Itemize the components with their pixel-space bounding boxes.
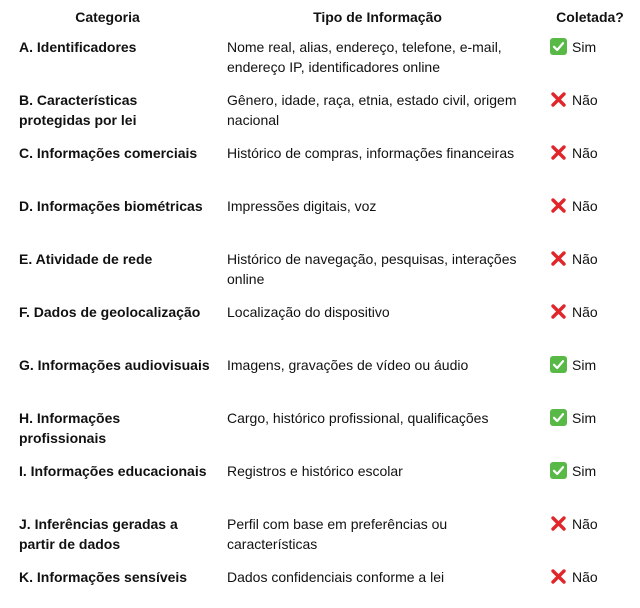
row-info-type: Imagens, gravações de vídeo ou áudio [227,357,469,373]
collected-label: Não [572,304,598,320]
row-category: I. Informações educacionais [19,463,207,479]
table-row [0,356,640,409]
check-mark-icon [550,462,567,479]
collected-label: Sim [572,357,597,373]
row-collected [540,515,640,568]
header-collected: Coletada? [556,9,624,25]
row-category: F. Dados de geolocalização [19,304,201,320]
row-category: C. Informações comerciais [19,145,198,161]
row-collected [540,91,640,144]
cross-mark-icon [550,250,567,267]
table-row [0,144,640,197]
row-collected [540,462,640,515]
table-row [0,303,640,356]
table-row [0,250,640,303]
row-category: D. Informações biométricas [19,198,203,214]
row-category: H. Informações profissionais [19,410,121,446]
row-info-type: Impressões digitais, voz [227,198,377,214]
header-category: Categoria [75,9,140,25]
cross-mark-icon [550,91,567,108]
row-info-type: Nome real, alias, endereço, telefone, e-mail, endereço IP, identificadores online [227,39,502,75]
row-info-type: Localização do dispositivo [227,304,390,320]
row-category: B. Características protegidas por lei [19,92,138,128]
table-row [0,568,640,608]
collected-label: Sim [572,463,597,479]
collected-label: Não [572,569,598,585]
row-collected [540,144,640,197]
row-info-type: Perfil com base em preferências ou características [227,516,448,552]
row-info-type: Gênero, idade, raça, etnia, estado civil, origem nacional [227,92,517,128]
row-info-type: Histórico de compras, informações financeiras [227,145,515,161]
row-category: K. Informações sensíveis [19,569,188,585]
table-header-row [0,0,640,38]
collected-label: Sim [572,410,597,426]
check-mark-icon [550,38,567,55]
row-collected [540,38,640,91]
header-info-type: Tipo de Informação [313,9,442,25]
row-collected [540,409,640,462]
table-row [0,515,640,568]
row-category: E. Atividade de rede [19,251,153,267]
cross-mark-icon [550,144,567,161]
row-info-type: Dados confidenciais conforme a lei [227,569,445,585]
row-collected [540,303,640,356]
check-mark-icon [550,409,567,426]
row-info-type: Cargo, histórico profissional, qualificações [227,410,489,426]
collected-label: Não [572,251,598,267]
cross-mark-icon [550,568,567,585]
row-collected [540,197,640,250]
cross-mark-icon [550,197,567,214]
row-category: J. Inferências geradas a partir de dados [19,516,178,552]
row-category: G. Informações audiovisuais [19,357,210,373]
collected-label: Sim [572,39,597,55]
table-row [0,38,640,91]
collected-label: Não [572,198,598,214]
collected-label: Não [572,92,598,108]
row-info-type: Histórico de navegação, pesquisas, interações online [227,251,517,287]
cross-mark-icon [550,515,567,532]
row-collected [540,250,640,303]
table-row [0,409,640,462]
table-row [0,462,640,515]
row-collected [540,356,640,409]
table-row [0,91,640,144]
cross-mark-icon [550,303,567,320]
row-info-type: Registros e histórico escolar [227,463,403,479]
collected-label: Não [572,516,598,532]
collected-label: Não [572,145,598,161]
check-mark-icon [550,356,567,373]
row-collected [540,568,640,608]
row-category: A. Identificadores [19,39,137,55]
table-row [0,197,640,250]
